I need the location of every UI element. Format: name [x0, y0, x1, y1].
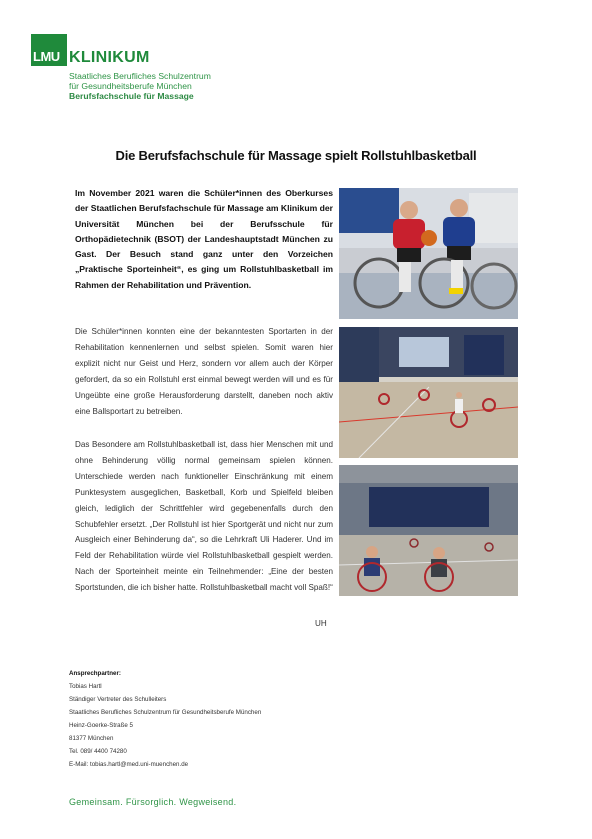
contact-city: 81377 München	[69, 735, 114, 742]
photo-players-closeup	[339, 188, 518, 319]
contact-street: Heinz-Goerke-Straße 5	[69, 722, 133, 729]
article-paragraph-2: Das Besondere am Rollstuhlbasketball ist, dass hier Menschen mit und ohne Behinderung völlig normal gemeinsam spielen können. Unterschiede werden nach funktioneller Einschränkung mit einem Punktesystem ausgeglichen, Basketball, Korb und Spielfeld bleiben gleich, lediglich der Schrittfehler wird gegebenenfalls durch den Schubfehler ersetzt. „Der Rollstuhl ist hier Sportgerät und nicht nur zum Ausgleich einer Behinderung da“, so die Lehrkraft Uli Haderer. Und im Feld der Rehabilitation würde viel Rollstuhlbasketball gespielt werden. Nach der Sporteinheit meinte ein Teilnehmender: „Eine der besten Sportstunden, die ich bisher hatte. Rollstuhlbasketball macht voll Spaß!“	[75, 440, 333, 593]
org-line-2: für Gesundheitsberufe München	[69, 81, 192, 91]
contact-header: Ansprechpartner:	[69, 670, 121, 677]
article-headline: Die Berufsfachschule für Massage spielt Rollstuhlbasketball	[115, 148, 477, 163]
footer-tagline: Gemeinsam. Fürsorglich. Wegweisend.	[69, 797, 237, 807]
klinikum-wordmark: KLINIKUM	[69, 49, 150, 66]
contact-org: Staatliches Berufliches Schulzentrum für Gesundheitsberufe München	[69, 709, 262, 716]
article-paragraph-1: Die Schüler*innen konnten eine der bekanntesten Sportarten in der Rehabilitation kennenlernen und selbst spielen. Somit waren hier explizit nicht nur Geist und Herz, sondern vor allem auch der Körper gefordert, da so ein Rollstuhl erst einmal bewegt werden will und es für Ungeübte eine große Herausforderung darstellt, daneben noch aktiv eine Ballsportart zu betreiben.	[75, 327, 333, 416]
org-line-3: Berufsfachschule für Massage	[69, 91, 194, 101]
contact-name: Tobias Hartl	[69, 683, 102, 690]
article-lead: Im November 2021 waren die Schüler*innen des Oberkurses der Staatlichen Berufsfachschule für Massage am Klinikum der Universität München bei der Berufsschule für Orthopädietechnik (BSOT) der Landeshauptstadt München zu Gast. Der Besuch stand ganz unter den Vorzeichen „Praktische Sporteinheit“, es ging um Rollstuhlbasketball im Rahmen der Rehabilitation und Prävention.	[75, 188, 333, 290]
contact-phone: Tel. 089/ 4400 74280	[69, 748, 127, 755]
lmu-logo-mark: LMU	[31, 34, 67, 66]
article-signature: UH	[315, 619, 327, 628]
contact-email[interactable]: E-Mail: tobias.hartl@med.uni-muenchen.de	[69, 761, 189, 768]
photo-gym-hall-wide	[339, 327, 518, 458]
contact-role: Ständiger Vertreter des Schulleiters	[69, 696, 167, 703]
contact-block	[69, 667, 261, 771]
photo-gym-players-driving	[339, 465, 518, 596]
org-line-1: Staatliches Berufliches Schulzentrum	[69, 71, 211, 81]
